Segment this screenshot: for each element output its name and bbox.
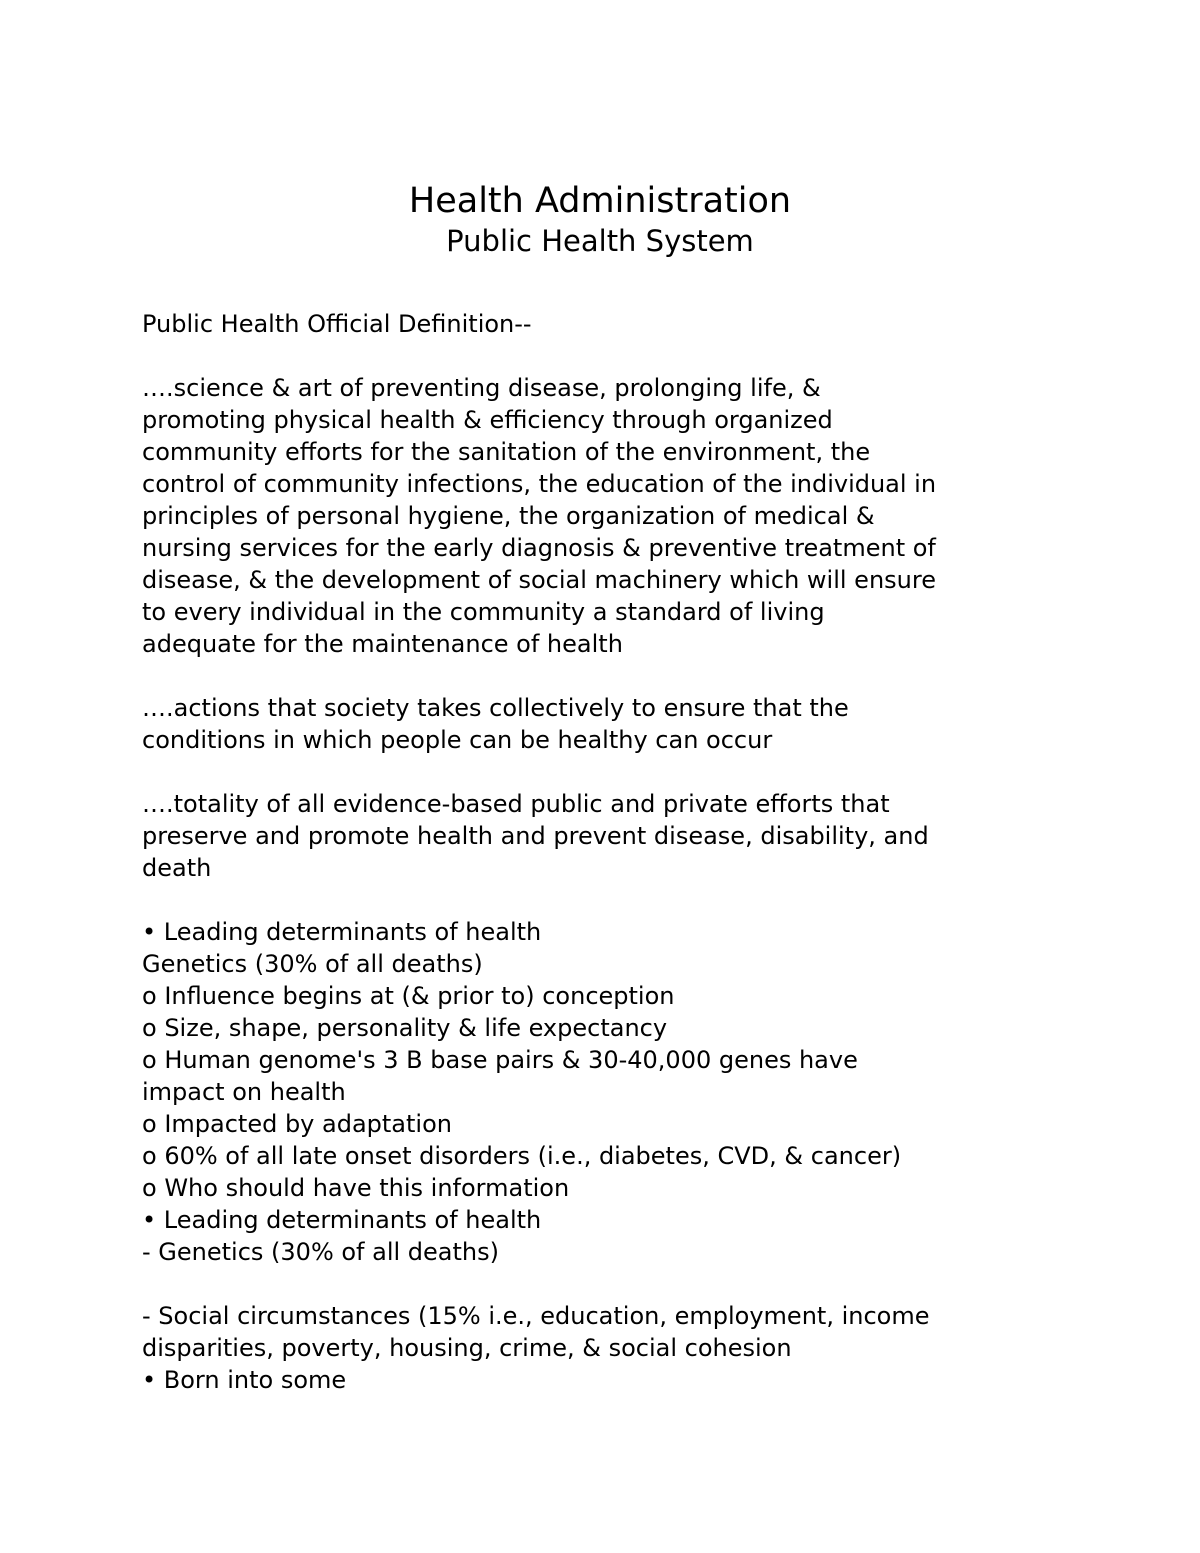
list-item: o 60% of all late onset disorders (i.e., diabetes, CVD, & cancer) [142,1142,902,1170]
list-item: o Human genome's 3 B base pairs & 30-40,000 genes have [142,1046,858,1074]
title-block [142,180,1058,260]
list-item: • Leading determinants of health [142,1206,542,1234]
document-subtitle: Public Health System [446,224,754,258]
text-line: adequate for the maintenance of health [142,630,623,658]
paragraph-gap [142,340,1062,372]
list-item: • Born into some [142,1366,347,1394]
list-item: o Impacted by adaptation [142,1110,452,1138]
text-line: ….actions that society takes collectively to ensure that the [142,694,849,722]
definition-paragraph-3 [142,788,1062,884]
list-item: o Size, shape, personality & life expectancy [142,1014,668,1042]
paragraph-gap [142,884,1062,916]
paragraph-gap [142,660,1062,692]
text-line: preserve and promote health and prevent disease, disability, and [142,822,929,850]
paragraph-gap [142,1268,1062,1300]
text-line: conditions in which people can be healthy can occur [142,726,773,754]
determinants-list-1 [142,916,1062,1268]
text-line: nursing services for the early diagnosis & preventive treatment of [142,534,936,562]
list-item: - Social circumstances (15% i.e., education, employment, income [142,1302,930,1330]
definition-heading: Public Health Official Definition-- [142,310,532,338]
text-line: control of community infections, the education of the individual in [142,470,937,498]
text-line: disease, & the development of social machinery which will ensure [142,566,936,594]
list-item: Genetics (30% of all deaths) [142,950,483,978]
text-line: community efforts for the sanitation of the environment, the [142,438,871,466]
text-line: death [142,854,212,882]
list-item: impact on health [142,1078,346,1106]
text-line: promoting physical health & efficiency through organized [142,406,833,434]
list-item: • Leading determinants of health [142,918,542,946]
text-line: to every individual in the community a standard of living [142,598,825,626]
text-line: ….totality of all evidence-based public and private efforts that [142,790,890,818]
definition-paragraph-1 [142,372,1062,660]
text-line: ….science & art of preventing disease, prolonging life, & [142,374,821,402]
document-body [142,308,1062,1396]
list-item: disparities, poverty, housing, crime, & social cohesion [142,1334,792,1362]
list-item: - Genetics (30% of all deaths) [142,1238,499,1266]
list-item: o Influence begins at (& prior to) conception [142,982,675,1010]
text-line: principles of personal hygiene, the organization of medical & [142,502,875,530]
definition-paragraph-2 [142,692,1062,756]
determinants-list-2 [142,1300,1062,1396]
list-item: o Who should have this information [142,1174,570,1202]
document-page [142,180,1062,1396]
document-title: Health Administration [408,181,792,221]
paragraph-gap [142,756,1062,788]
